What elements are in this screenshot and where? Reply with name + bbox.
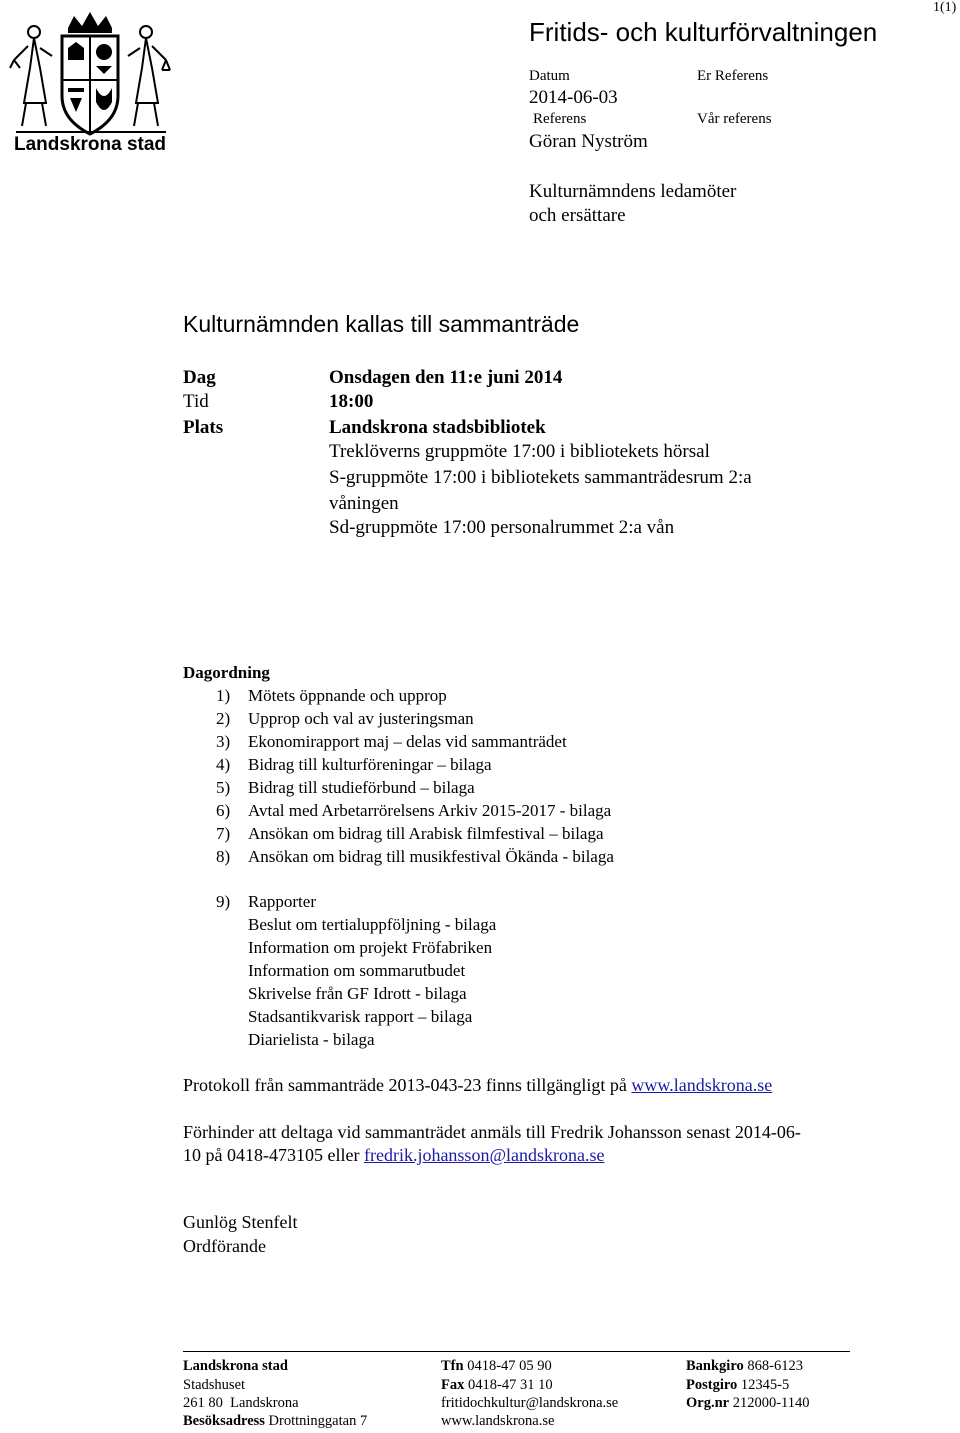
agenda-item-number: 5) (216, 778, 231, 797)
signature-name: Gunlög Stenfelt (183, 1212, 298, 1232)
website-link[interactable]: www.landskrona.se (631, 1075, 773, 1095)
footer-visit-label: Besöksadress (183, 1413, 265, 1429)
footer-org: Landskrona stad (183, 1358, 288, 1374)
footer-tel (441, 1358, 552, 1375)
recipient-line-2: och ersättare (529, 205, 626, 226)
var-referens-label: Vår referens (697, 111, 772, 127)
footer-bankgiro (686, 1358, 803, 1375)
footer-visit-value: Drottninggatan 7 (268, 1413, 368, 1429)
footer-postal: 261 80 Landskrona (183, 1395, 299, 1411)
agenda-item-number: 9) (216, 892, 231, 911)
group-meeting-line: Treklöverns gruppmöte 17:00 i bibliotekets hörsal (329, 441, 710, 462)
absence-line-2 (183, 1145, 605, 1166)
absence-line-1: Förhinder att deltaga vid sammanträdet anmäls till Fredrik Johansson senast 2014-06- (183, 1122, 801, 1142)
agenda-item-number: 8) (216, 847, 231, 866)
agenda-item: Ansökan om bidrag till Arabisk filmfestival – bilaga (248, 824, 604, 843)
agenda-item: Avtal med Arbetarrörelsens Arkiv 2015-2017 - bilaga (248, 801, 612, 820)
footer-email: fritidochkultur@landskrona.se (441, 1395, 619, 1411)
day-label: Dag (183, 367, 216, 388)
time-label: Tid (183, 391, 209, 412)
agenda-item-number: 7) (216, 824, 231, 843)
agenda-item-number: 4) (216, 755, 231, 774)
signature-role: Ordförande (183, 1236, 266, 1256)
report-item: Stadsantikvarisk rapport – bilaga (248, 1007, 473, 1026)
footer-orgnr-value: 212000-1140 (732, 1395, 810, 1411)
reports-title: Rapporter (248, 892, 316, 911)
footer-tel-value: 0418-47 05 90 (467, 1358, 552, 1374)
footer-fax-label: Fax (441, 1377, 465, 1393)
page-title: Kulturnämnden kallas till sammanträde (183, 311, 580, 337)
footer-web: www.landskrona.se (441, 1413, 555, 1429)
footer-bankgiro-label: Bankgiro (686, 1358, 744, 1374)
landskrona-logo (6, 8, 176, 158)
footer-postgiro-label: Postgiro (686, 1377, 738, 1393)
time-value: 18:00 (329, 391, 374, 412)
group-meeting-line: S-gruppmöte 17:00 i bibliotekets sammanträdesrum 2:a (329, 467, 752, 488)
report-item: Information om sommarutbudet (248, 961, 466, 980)
absence-text: 10 på 0418-473105 eller (183, 1145, 364, 1165)
report-item: Information om projekt Fröfabriken (248, 938, 493, 957)
place-value: Landskrona stadsbibliotek (329, 417, 546, 438)
footer-fax-value: 0418-47 31 10 (467, 1377, 553, 1393)
footer-postgiro (686, 1377, 789, 1394)
agenda-item: Bidrag till kulturföreningar – bilaga (248, 755, 492, 774)
footer-visit (183, 1413, 367, 1430)
logo-wordmark: Landskrona stad (14, 134, 167, 155)
footer-building: Stadshuset (183, 1377, 246, 1393)
day-value: Onsdagen den 11:e juni 2014 (329, 367, 563, 388)
agenda-item-number: 2) (216, 709, 231, 728)
group-meeting-line: våningen (329, 493, 399, 514)
footer-orgnr-label: Org.nr (686, 1395, 730, 1411)
agenda-item: Upprop och val av justeringsman (248, 709, 474, 728)
agenda-item-number: 6) (216, 801, 231, 820)
date-value: 2014-06-03 (529, 87, 618, 108)
footer-fax (441, 1377, 553, 1394)
protocol-text: Protokoll från sammanträde 2013-043-23 finns tillgängligt på (183, 1075, 632, 1095)
er-referens-label: Er Referens (697, 68, 769, 84)
agenda-item: Ansökan om bidrag till musikfestival Ökända - bilaga (248, 847, 614, 866)
recipient-line-1: Kulturnämndens ledamöter (529, 181, 737, 202)
referens-value: Göran Nyström (529, 131, 648, 152)
report-item: Beslut om tertialuppföljning - bilaga (248, 915, 497, 934)
agenda-item-number: 3) (216, 732, 231, 751)
protocol-paragraph (183, 1075, 772, 1096)
footer-bankgiro-value: 868-6123 (747, 1358, 803, 1374)
report-item: Diarielista - bilaga (248, 1030, 375, 1049)
agenda-item: Ekonomirapport maj – delas vid sammanträdet (248, 732, 567, 751)
referens-label: Referens (533, 111, 587, 127)
date-label: Datum (529, 68, 570, 84)
page-number: 1(1) (933, 0, 957, 15)
group-meeting-line: Sd-gruppmöte 17:00 personalrummet 2:a vån (329, 517, 675, 538)
agenda-heading: Dagordning (183, 663, 270, 682)
footer-orgnr (686, 1395, 810, 1412)
agenda-item-number: 1) (216, 686, 231, 705)
footer-tel-label: Tfn (441, 1358, 464, 1374)
agenda-item: Bidrag till studieförbund – bilaga (248, 778, 475, 797)
report-item: Skrivelse från GF Idrott - bilaga (248, 984, 467, 1003)
email-link[interactable]: fredrik.johansson@landskrona.se (363, 1145, 605, 1165)
footer-postgiro-value: 12345-5 (740, 1377, 790, 1393)
department-title: Fritids- och kulturförvaltningen (529, 17, 878, 47)
agenda-item: Mötets öppnande och upprop (248, 686, 447, 705)
footer-divider (183, 1351, 850, 1352)
place-label: Plats (183, 417, 224, 438)
